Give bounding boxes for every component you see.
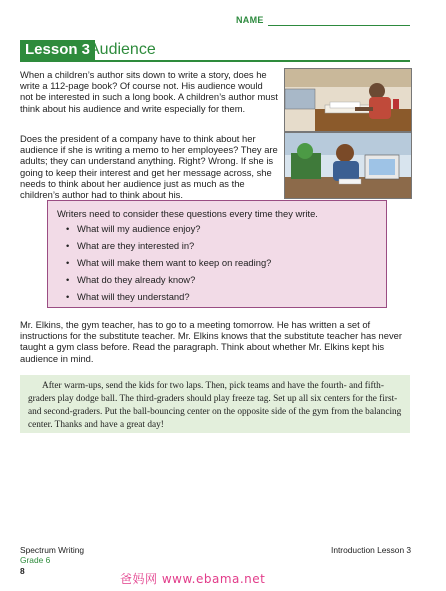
list-item (57, 220, 271, 237)
title-rule (20, 60, 410, 62)
president-paragraph: Does the president of a company have to think about her audience if she is writing a memo to her employees? They are adults; they can understand anything. Right? Wrong. If she is going to keep their interest and get her message across, she needs to think about her audience just as much as the children’s author had to think about his. (20, 133, 278, 201)
memo-text: After warm-ups, send the kids for two laps. Then, pick teams and have the fourth- and fifth-graders play dodge ball. The third-graders should play freeze tag. Set up all six centers for the first- and second-graders. Put the ball-bouncing center on the opposite side of the gym from the balancing center. Thanks and have a great day! (28, 381, 402, 430)
questions-list (57, 220, 271, 305)
questions-intro: Writers need to consider these questions every time they write. (57, 208, 318, 219)
lesson-title: Audience (89, 41, 156, 58)
question-text: What do they already know? (77, 274, 196, 285)
grade-label: Grade 6 (20, 555, 51, 565)
list-item (57, 254, 271, 271)
watermark: 爸妈网 www.ebama.net (120, 572, 266, 586)
question-text: What will my audience enjoy? (77, 223, 201, 234)
list-item (57, 288, 271, 305)
bullet-icon: • (66, 257, 70, 268)
page-number: 8 (20, 566, 25, 576)
intro-paragraph: When a children’s author sits down to write a story, does he write a 112-page book? Of course not. His audience would not be interested in such a long book. A children’s author must think about his audience and write especially for them. (20, 69, 278, 114)
gym-paragraph: Mr. Elkins, the gym teacher, has to go to a meeting tomorrow. He has written a set of instructions for the substitute teacher. Mr. Elkins knows that the substitute teacher has never taught a gym class before. Read the paragraph. Think about whether Mr. Elkins kept his audience in mind. (20, 319, 402, 364)
question-text: What will they understand? (77, 291, 190, 302)
name-line[interactable] (268, 25, 410, 26)
president-illustration (284, 132, 412, 199)
bullet-icon: • (66, 223, 70, 234)
bullet-icon: • (66, 291, 70, 302)
list-item (57, 237, 271, 254)
bullet-icon: • (66, 274, 70, 285)
bullet-icon: • (66, 240, 70, 251)
series-label: Spectrum Writing (20, 545, 85, 555)
section-label: Introduction Lesson 3 (331, 545, 412, 555)
name-label: NAME (236, 15, 264, 25)
question-text: What will make them want to keep on reading? (77, 257, 272, 268)
lesson-badge: Lesson 3 (20, 40, 95, 60)
question-text: What are they interested in? (77, 240, 195, 251)
author-illustration (284, 68, 412, 132)
list-item (57, 271, 271, 288)
